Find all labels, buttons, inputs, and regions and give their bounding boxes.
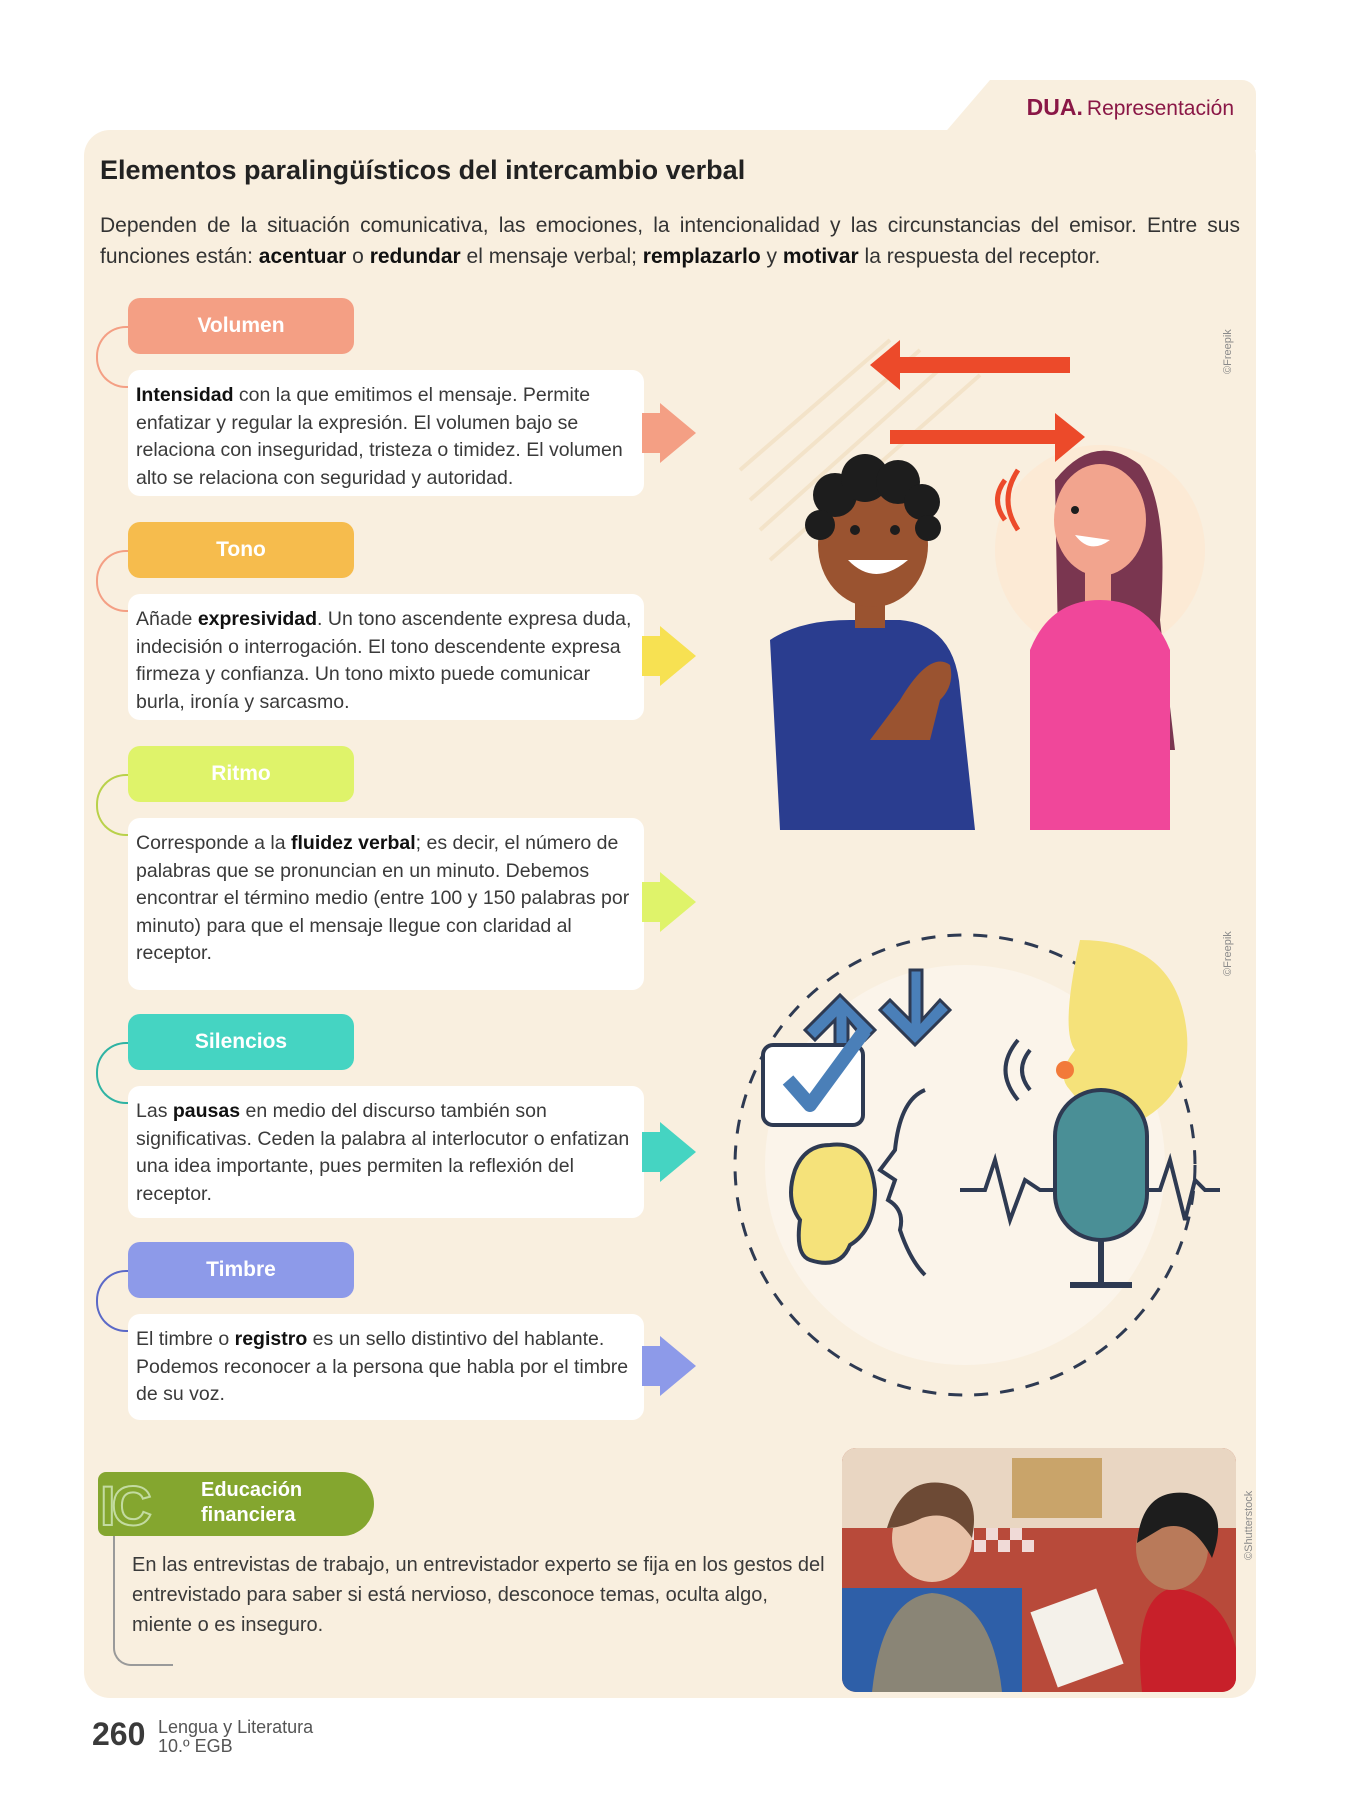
card-volumen-bold: Intensidad xyxy=(136,384,234,406)
intro-text-4: y xyxy=(760,245,783,268)
ic-label-line-2: financiera xyxy=(201,1504,296,1526)
conversation-illustration xyxy=(730,320,1250,840)
intro-text-5: la respuesta del receptor. xyxy=(858,245,1101,268)
dua-label: DUA. xyxy=(1026,94,1083,120)
card-timbre-bold: registro xyxy=(234,1328,308,1350)
card-timbre xyxy=(128,1314,644,1420)
tag-volumen: Volumen xyxy=(128,298,354,354)
interview-photo xyxy=(842,1448,1236,1692)
ic-letters: IC xyxy=(100,1474,148,1537)
card-volumen xyxy=(128,370,644,496)
credit-freepik-2: ©Freepik xyxy=(1222,931,1234,976)
chat-check-icon xyxy=(763,1030,865,1125)
dua-heading xyxy=(1027,94,1234,121)
footer-grade: 10.º EGB xyxy=(158,1736,233,1756)
card-ritmo-bold: fluidez verbal xyxy=(291,832,416,854)
arrow-tono-icon xyxy=(642,626,696,686)
card-tono-bold: expresividad xyxy=(197,608,318,630)
page-title: Elementos paralingüísticos del intercambio verbal xyxy=(100,155,746,185)
intro-bold-1: acentuar xyxy=(258,245,347,268)
card-tono-pre: Añade xyxy=(136,608,198,630)
card-tono-text: . Un tono ascendente expresa duda, indecisión o interrogación. El tono descendente expresa firmeza y confianza. Un tono mixto puede comunicar burla, ironía y sarcasmo. xyxy=(136,608,632,713)
credit-freepik-1: ©Freepik xyxy=(1222,329,1234,374)
card-timbre-pre: El timbre o xyxy=(136,1328,235,1350)
intro-text-3: el mensaje verbal; xyxy=(460,245,643,268)
card-silencios-pre: Las xyxy=(136,1100,173,1122)
page-number: 260 xyxy=(92,1716,146,1752)
credit-shutterstock: ©Shutterstock xyxy=(1243,1490,1255,1560)
card-silencios-bold: pausas xyxy=(172,1100,241,1122)
ic-text: En las entrevistas de trabajo, un entrevistador experto se fija en los gestos del entrevistado para saber si está nervioso, desconoce temas, oculta algo, miente o es inseguro. xyxy=(132,1554,825,1636)
dua-sublabel: Representación xyxy=(1086,97,1234,120)
card-ritmo xyxy=(128,818,644,990)
ic-label xyxy=(201,1478,302,1528)
arrow-timbre-icon xyxy=(642,1336,696,1396)
tag-tono: Tono xyxy=(128,522,354,578)
card-silencios xyxy=(128,1086,644,1218)
arrow-ritmo-icon xyxy=(642,872,696,932)
ic-label-line-1: Educación xyxy=(201,1479,303,1501)
intro-paragraph xyxy=(100,210,1240,272)
card-tono xyxy=(128,594,644,720)
footer-subject xyxy=(158,1718,313,1756)
boy-figure xyxy=(770,454,975,830)
communication-icons-illustration xyxy=(700,900,1240,1400)
intro-text-1: Dependen de la situación comunicativa, las emociones, la intencionalidad y las circunstancias del emisor. Entre sus funciones están: xyxy=(100,214,1240,268)
intro-text-2: o xyxy=(346,245,370,268)
sound-dot-icon xyxy=(1056,1061,1074,1079)
card-ritmo-text: ; es decir, el número de palabras que se pronuncian en un minuto. Debemos encontrar el término medio (entre 100 y 150 palabras por minuto) para que el mensaje llegue con claridad al receptor. xyxy=(136,832,630,964)
card-ritmo-pre: Corresponde a la xyxy=(136,832,292,854)
tag-silencios: Silencios xyxy=(128,1014,354,1070)
arrow-right-icon xyxy=(890,413,1085,462)
arrow-silencios-icon xyxy=(642,1122,696,1182)
intro-bold-2: redundar xyxy=(369,245,461,268)
tag-timbre: Timbre xyxy=(128,1242,354,1298)
card-timbre-text: es un sello distintivo del hablante. Podemos reconocer a la persona que habla por el timbre de su voz. xyxy=(136,1328,629,1405)
arrow-volumen-icon xyxy=(642,403,696,463)
card-volumen-text: con la que emitimos el mensaje. Permite enfatizar y regular la expresión. El volumen bajo se relaciona con inseguridad, tristeza o timidez. El volumen alto se relaciona con seguridad y autoridad. xyxy=(136,384,623,489)
intro-bold-4: motivar xyxy=(782,245,859,268)
card-silencios-text: en medio del discurso también son significativas. Ceden la palabra al interlocutor o enfatizan una idea importante, pues permiten la reflexión del receptor. xyxy=(136,1100,630,1205)
tag-ritmo: Ritmo xyxy=(128,746,354,802)
footer-subject-name: Lengua y Literatura xyxy=(158,1717,314,1737)
intro-bold-3: remplazarlo xyxy=(642,245,761,268)
